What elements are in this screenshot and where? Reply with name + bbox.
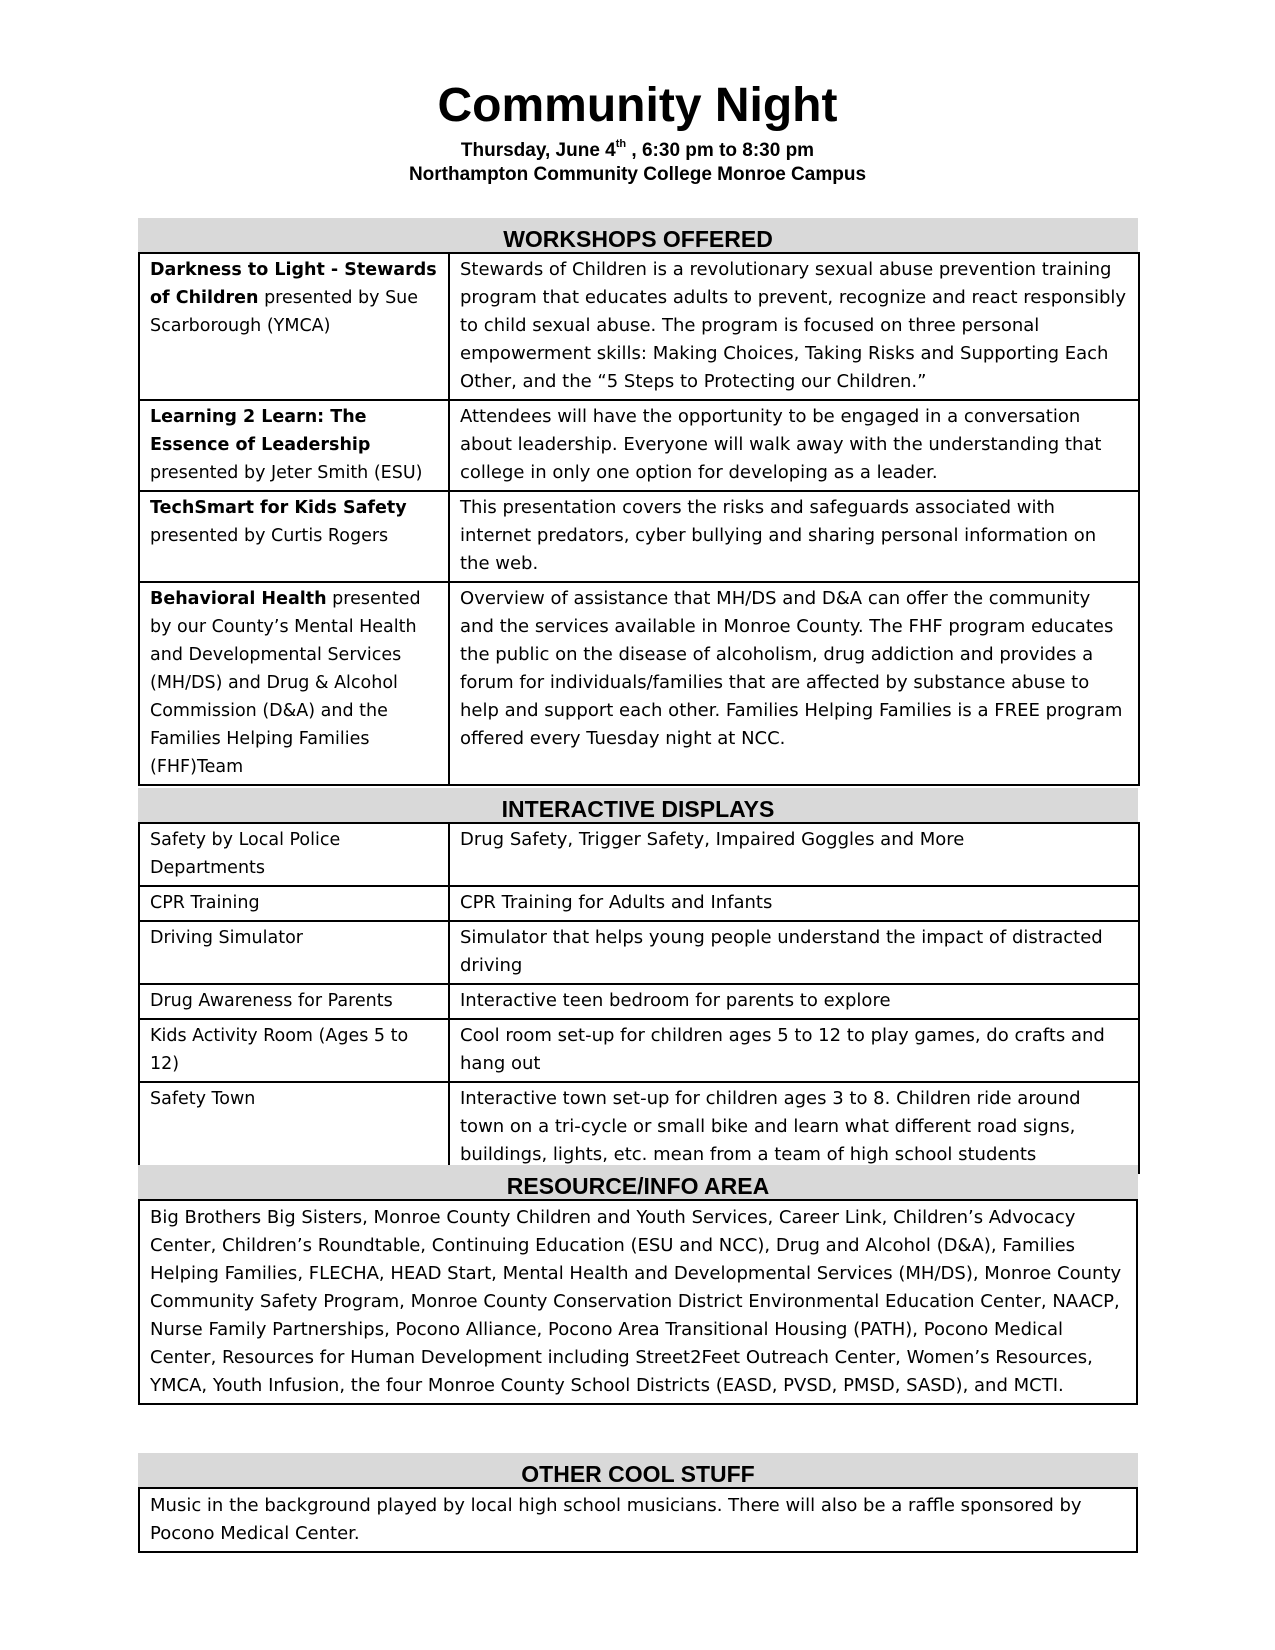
table-row: [139, 823, 1139, 886]
display-name: Kids Activity Room (Ages 5 to 12): [139, 1019, 449, 1082]
display-name: Drug Awareness for Parents: [139, 984, 449, 1019]
resources-heading: RESOURCE/INFO AREA: [138, 1165, 1138, 1199]
display-name: CPR Training: [139, 886, 449, 921]
workshop-title-cell: [139, 400, 449, 491]
display-name: Safety by Local Police Departments: [139, 823, 449, 886]
table-row: [139, 921, 1139, 984]
date-superscript: th: [615, 137, 627, 150]
workshop-title: TechSmart for Kids Safety: [150, 498, 407, 518]
table-row: [139, 253, 1139, 400]
workshop-presenter: presented by Curtis Rogers: [150, 526, 389, 546]
workshop-description: This presentation covers the risks and safeguards associated with internet predators, cyber bullying and sharing personal information on the web.: [449, 491, 1139, 582]
workshops-section: [138, 218, 1138, 786]
display-description: Simulator that helps young people understand the impact of distracted driving: [449, 921, 1139, 984]
display-description: Cool room set-up for children ages 5 to 12 to play games, do crafts and hang out: [449, 1019, 1139, 1082]
event-date-time: [0, 139, 1275, 163]
workshop-title: Darkness to Light - Stewards of Children: [150, 260, 437, 308]
workshop-description: Stewards of Children is a revolutionary sexual abuse prevention training program that educates adults to prevent, recognize and react responsibly to child sexual abuse. The program is focused on three personal empowerment skills: Making Choices, Taking Risks and Supporting Each Other, and the “5 Steps to Protecting our Children.”: [449, 253, 1139, 400]
table-row: [139, 886, 1139, 921]
other-section: [138, 1453, 1138, 1553]
table-row: [139, 1019, 1139, 1082]
workshop-title: Behavioral Health: [150, 589, 327, 609]
display-name: Safety Town: [139, 1082, 449, 1173]
displays-table: [138, 822, 1140, 1174]
table-row: [139, 582, 1139, 785]
date-suffix: , 6:30 pm to 8:30 pm: [626, 140, 815, 161]
workshops-table: [138, 252, 1140, 786]
workshop-description: Attendees will have the opportunity to be engaged in a conversation about leadership. Everyone will walk away with the understanding that college in only one option for developing as a leader.: [449, 400, 1139, 491]
display-description: Interactive town set-up for children ages 3 to 8. Children ride around town on a tri-cycle or small bike and learn what different road signs, buildings, lights, etc. mean from a team of high school students: [449, 1082, 1139, 1173]
workshops-heading: WORKSHOPS OFFERED: [138, 218, 1138, 252]
workshop-presenter: presented by Jeter Smith (ESU): [150, 463, 423, 483]
table-row: [139, 400, 1139, 491]
display-name: Driving Simulator: [139, 921, 449, 984]
page-title: Community Night: [437, 79, 838, 132]
display-description: Interactive teen bedroom for parents to explore: [449, 984, 1139, 1019]
workshop-title-cell: [139, 253, 449, 400]
table-row: [139, 491, 1139, 582]
table-row: [139, 1082, 1139, 1173]
workshop-title-cell: [139, 491, 449, 582]
workshop-presenter: presented by our County’s Mental Health and Developmental Services (MH/DS) and Drug & Alcohol Commission (D&A) and the Families Helping Families (FHF)Team: [150, 589, 421, 777]
workshop-title: Learning 2 Learn: The Essence of Leadership: [150, 407, 371, 455]
displays-section: [138, 788, 1138, 1174]
table-row: [139, 984, 1139, 1019]
resources-section: [138, 1165, 1138, 1405]
date-prefix: Thursday, June 4: [460, 140, 616, 161]
workshop-description: Overview of assistance that MH/DS and D&A can offer the community and the services available in Monroe County. The FHF program educates the public on the disease of alcoholism, drug addiction and provides a forum for individuals/families that are affected by substance abuse to help and support each other. Families Helping Families is a FREE program offered every Tuesday night at NCC.: [449, 582, 1139, 785]
resources-list: Big Brothers Big Sisters, Monroe County Children and Youth Services, Career Link, Children’s Advocacy Center, Children’s Roundtable, Continuing Education (ESU and NCC), Drug and Alcohol (D&A), Families Helping Families, FLECHA, HEAD Start, Mental Health and Developmental Services (MH/DS), Monroe County Community Safety Program, Monroe County Conservation District Environmental Education Center, NAACP, Nurse Family Partnerships, Pocono Alliance, Pocono Area Transitional Housing (PATH), Pocono Medical Center, Resources for Human Development including Street2Feet Outreach Center, Women’s Resources, YMCA, Youth Infusion, the four Monroe County School Districts (EASD, PVSD, PMSD, SASD), and MCTI.: [138, 1199, 1138, 1405]
other-heading: OTHER COOL STUFF: [138, 1453, 1138, 1487]
workshop-title-cell: [139, 582, 449, 785]
display-description: CPR Training for Adults and Infants: [449, 886, 1139, 921]
display-description: Drug Safety, Trigger Safety, Impaired Goggles and More: [449, 823, 1139, 886]
event-location: Northampton Community College Monroe Campus: [408, 164, 867, 185]
workshop-presenter: presented by Sue Scarborough (YMCA): [150, 288, 419, 336]
displays-heading: INTERACTIVE DISPLAYS: [138, 788, 1138, 822]
other-text: Music in the background played by local high school musicians. There will also be a raffle sponsored by Pocono Medical Center.: [138, 1487, 1138, 1553]
